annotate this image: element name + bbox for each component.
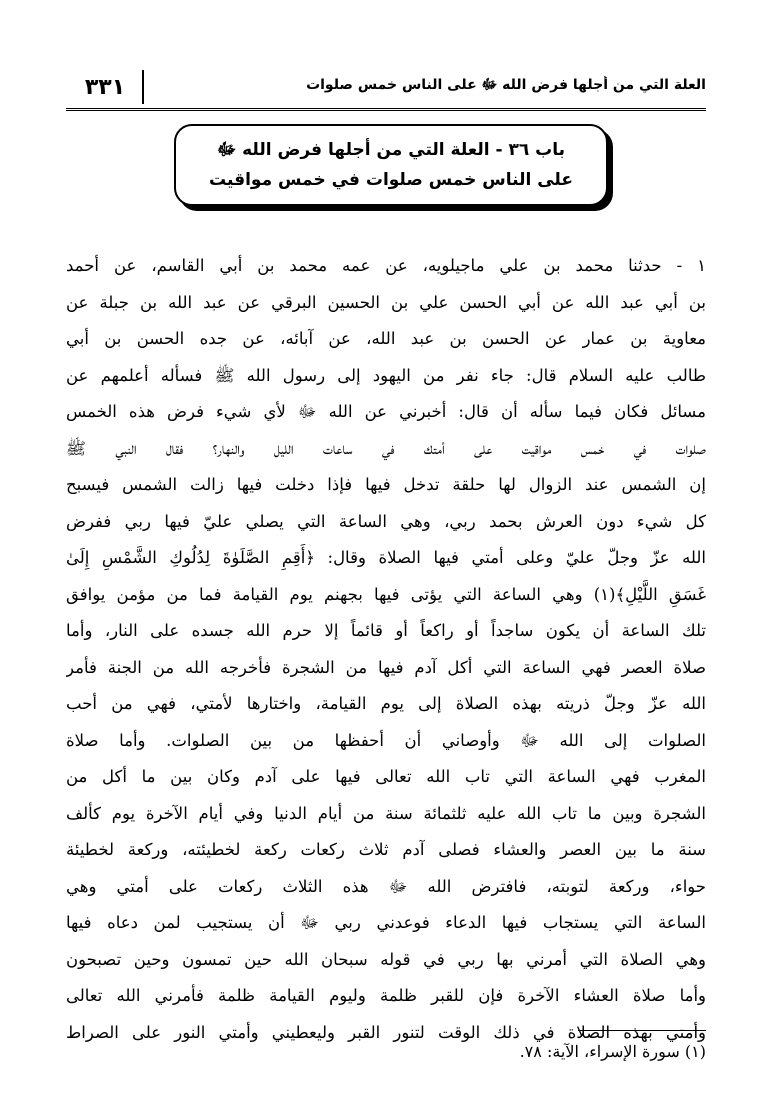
text-line: طالب عليه السلام قال: جاء نفر من اليهود إلى رسول الله ﷺ فسأله أعلمهم عن: [66, 365, 706, 385]
text-line: صلاة العصر فهي الساعة التي أكل آدم فيها من الشجرة فأخرجه الله من الجنة فأمر: [66, 657, 706, 677]
text-line: وهي الصلاة التي أمرني بها ربي في قوله سبحان الله حين تمسون وحين تصبحون: [66, 949, 706, 969]
text-line: الله عزّ وجلّ عليّ وعلى أمتي فيها الصلاة وقال: ﴿أَقِمِ الصَّلَوٰةَ لِدُلُوكِ الشَّمْسِ إِلَىٰ: [66, 548, 706, 567]
text-line: حواء، وركعة لتوبته، فافترض الله ﷻ هذه الثلاث ركعات على أمتي وهي: [66, 876, 706, 896]
hadith-body: [66, 248, 706, 1051]
text-line: مسائل فكان فيما سأله أن قال: أخبرني عن الله ﷻ لأي شيء فرض هذه الخمس: [66, 402, 706, 421]
text-line: الشجرة وبين ما تاب الله عليه ثلثمائة سنة من أيام الدنيا وفي أيام الآخرة يوم كألف: [66, 803, 706, 823]
text-line: وأما صلاة العشاء الآخرة فإن للقبر ظلمة وليوم القيامة ظلمة فأمرني الله تعالى: [66, 986, 706, 1005]
text-line: الصلوات إلى الله ﷻ وأوصاني أن أحفظها من بين الصلوات. وأما صلاة: [66, 730, 706, 750]
text-line: وأمتي بهذه الصلاة في ذلك الوقت لتنور القبر وليعطيني وأمتي النور على الصراط: [66, 1022, 706, 1042]
text-line: غَسَقِ اللَّيْلِ﴾(١) وهي الساعة التي يؤتى فيها بجهنم يوم القيامة فما من مؤمن يوافق: [66, 584, 706, 604]
chapter-heading-box: [174, 124, 608, 206]
text-line: الله عزّ وجلّ ذريته بهذه الصلاة إلى يوم القيامة، واختارها لأمتي، فهي من أحب: [66, 694, 706, 713]
chapter-title-line-2: على الناس خمس صلوات في خمس مواقيت: [209, 170, 573, 190]
chapter-title-line-1: باب ٣٦ - العلة التي من أجلها فرض الله ﷻ: [216, 140, 566, 160]
page-number: ٣٣١: [68, 70, 144, 104]
text-line: الساعة التي يستجاب فيها الدعاء فوعدني ربي ﷻ أن يستجيب لمن دعاه فيها: [66, 913, 706, 932]
text-line: إن الشمس عند الزوال لها حلقة تدخل فيها فإذا دخلت فيها زالت الشمس فيسبح: [66, 475, 706, 494]
text-line: صلوات في خمس مواقيت على أمتك في ساعات الليل والنهار؟ فقال النبي ﷺ: [66, 438, 706, 458]
text-line: سنة ما بين العصر والعشاء فصلى آدم ثلاث ركعات ركعة لخطيئته، وركعة لخطيئة: [66, 840, 706, 859]
text-line: ١ - حدثنا محمد بن علي ماجيلويه، عن عمه محمد بن أبي القاسم، عن أحمد: [66, 256, 706, 275]
running-title: العلة التي من أجلها فرض الله ﷻ على الناس خمس صلوات: [306, 77, 706, 93]
footnote: (١) سورة الإسراء، الآية: ٧٨.: [519, 1042, 706, 1061]
running-header: [66, 70, 706, 111]
text-line: بن أبي عبد الله عن أبي الحسن علي بن الحسين البرقي عن عبد الله بن جبلة عن: [66, 292, 706, 312]
text-line: المغرب فهي الساعة التي تاب الله تعالى فيها على آدم وكان بين ما أكل من: [66, 767, 706, 786]
text-line: معاوية بن عمار عن الحسن بن عبد الله، عن آبائه، عن جده الحسن بن أبي: [66, 329, 706, 348]
footnote-divider: [578, 1030, 706, 1031]
text-line: تلك الساعة أن يكون ساجداً أو راكعاً أو قائماً إلا حرم الله جسده على النار، وأما: [66, 621, 706, 640]
text-line: كل شيء دون العرش بحمد ربي، وهي الساعة التي يصلي عليّ فيها ربي ففرض: [66, 511, 706, 531]
